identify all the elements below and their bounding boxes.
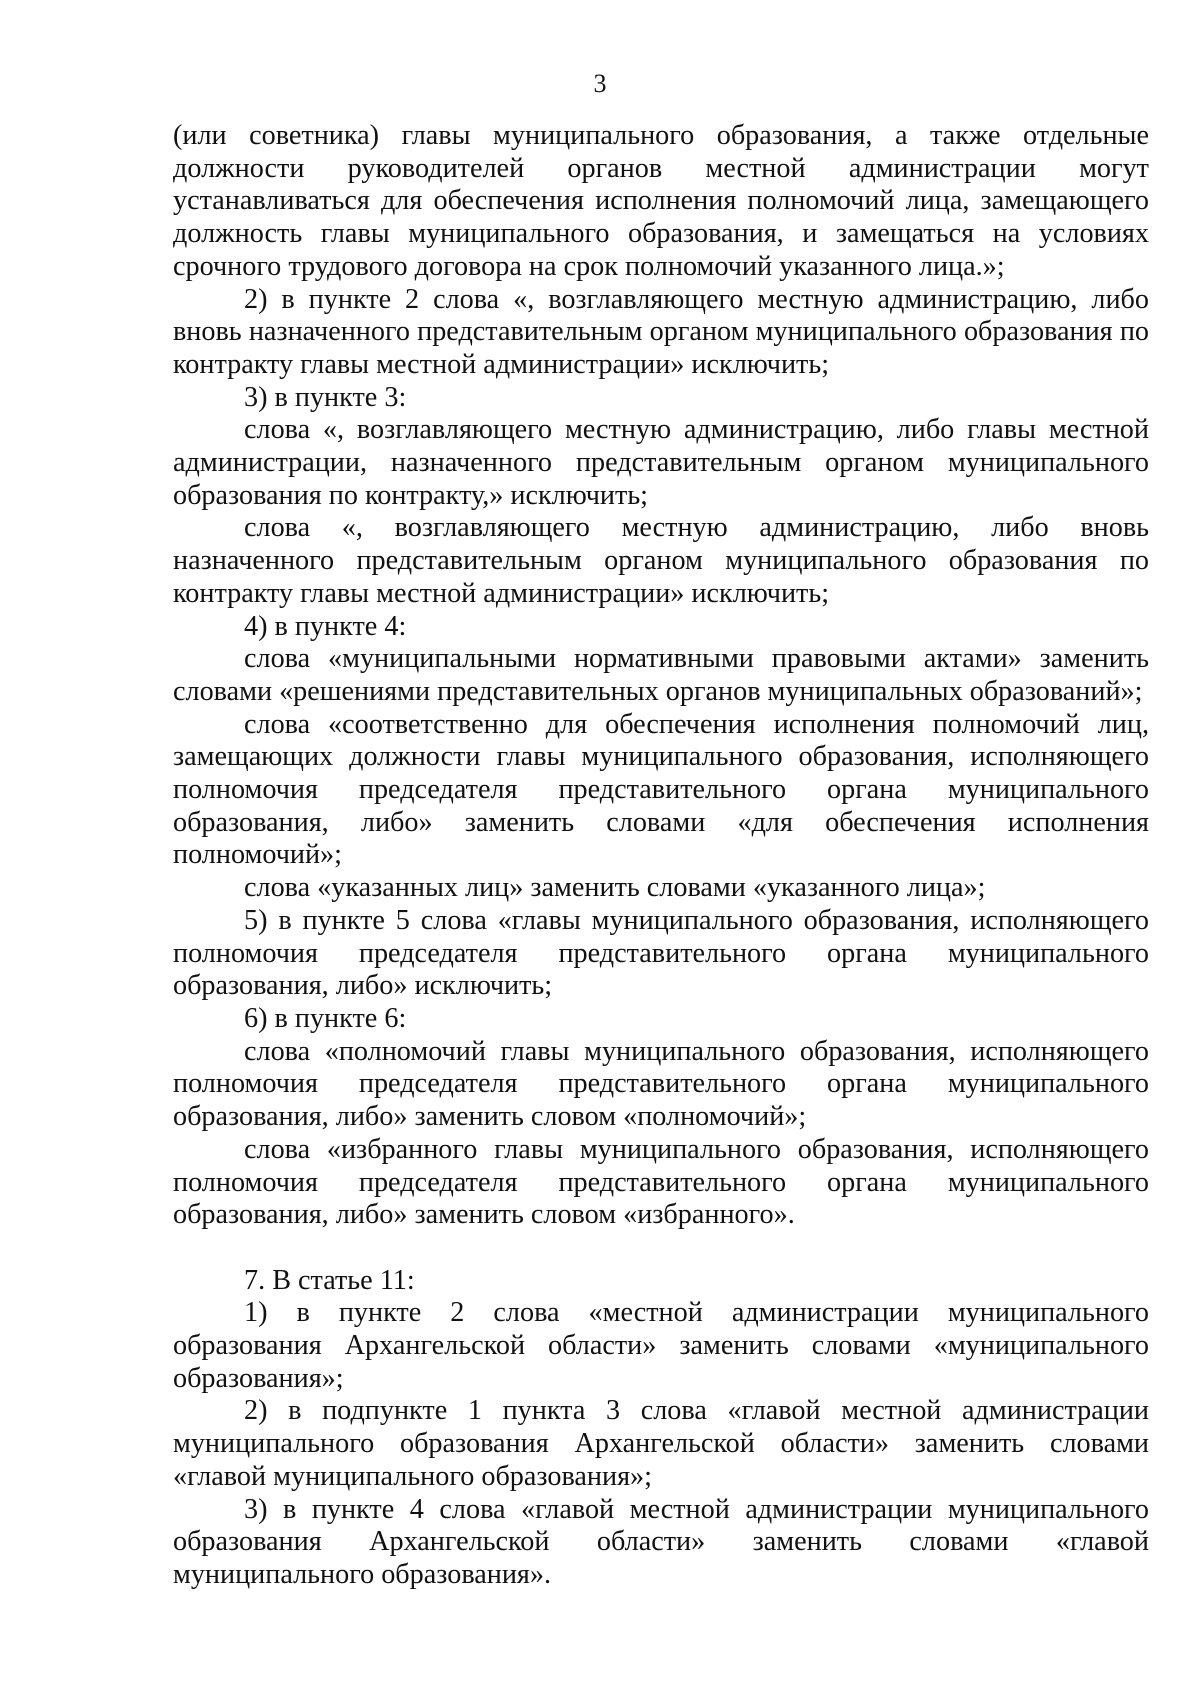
paragraph: (или советника) главы муниципального образования, а также отдельные должности руководителей органов местной администрации могут устанавливаться для обеспечения исполнения полномочий лица, замещающего должность главы муниципального образования, и замещаться на условиях срочного трудового договора на срок полномочий указанного лица.»; [173, 120, 1149, 282]
paragraph: слова «избранного главы муниципального образования, исполняющего полномочия председателя представительного органа муниципального образования, либо» заменить словом «избранного». [173, 1133, 1149, 1231]
paragraph: 7. В статье 11: [244, 1264, 415, 1296]
paragraph-gap [173, 1232, 1149, 1265]
paragraph: слова «муниципальными нормативными правовыми актами» заменить словами «решениями представительных органов муниципальных образований»; [173, 643, 1149, 707]
page-number: 3 [593, 69, 607, 98]
paragraph: 6) в пункте 6: [244, 1002, 407, 1034]
paragraph: слова «, возглавляющего местную администрацию, либо главы местной администрации, назначенного представительным органом муниципального образования по контракту,» исключить; [173, 414, 1149, 511]
paragraph: 2) в пункте 2 слова «, возглавляющего местную администрацию, либо вновь назначенного представительным органом муниципального образования по контракту главы местной администрации» исключить; [173, 283, 1149, 380]
paragraph: слова «полномочий главы муниципального образования, исполняющего полномочия председателя представительного органа муниципального образования, либо» заменить словом «полномочий»; [173, 1035, 1149, 1133]
paragraph: 5) в пункте 5 слова «главы муниципального образования, исполняющего полномочия председателя представительного органа муниципального образования, либо» исключить; [173, 904, 1149, 1002]
document-body [173, 120, 1149, 1592]
paragraph: 1) в пункте 2 слова «местной администрации муниципального образования Архангельской области» заменить словами «муниципального образования»; [173, 1297, 1149, 1394]
paragraph: 2) в подпункте 1 пункта 3 слова «главой местной администрации муниципального образования Архангельской области» заменить словами «главой муниципального образования»; [173, 1395, 1149, 1492]
paragraph: 3) в пункте 4 слова «главой местной администрации муниципального образования Архангельской области» заменить словами «главой муниципального образования». [173, 1493, 1149, 1590]
paragraph: 3) в пункте 3: [244, 381, 407, 413]
paragraph: 4) в пункте 4: [244, 610, 407, 642]
paragraph: слова «соответственно для обеспечения исполнения полномочий лиц, замещающих должности главы муниципального образования, исполняющего полномочия председателя представительного органа муниципального образования, либо» заменить словами «для обеспечения исполнения полномочий»; [173, 708, 1149, 871]
paragraph: слова «, возглавляющего местную администрацию, либо вновь назначенного представительным органом муниципального образования по контракту главы местной администрации» исключить; [173, 512, 1149, 609]
paragraph: слова «указанных лиц» заменить словами «указанного лица»; [244, 872, 986, 904]
